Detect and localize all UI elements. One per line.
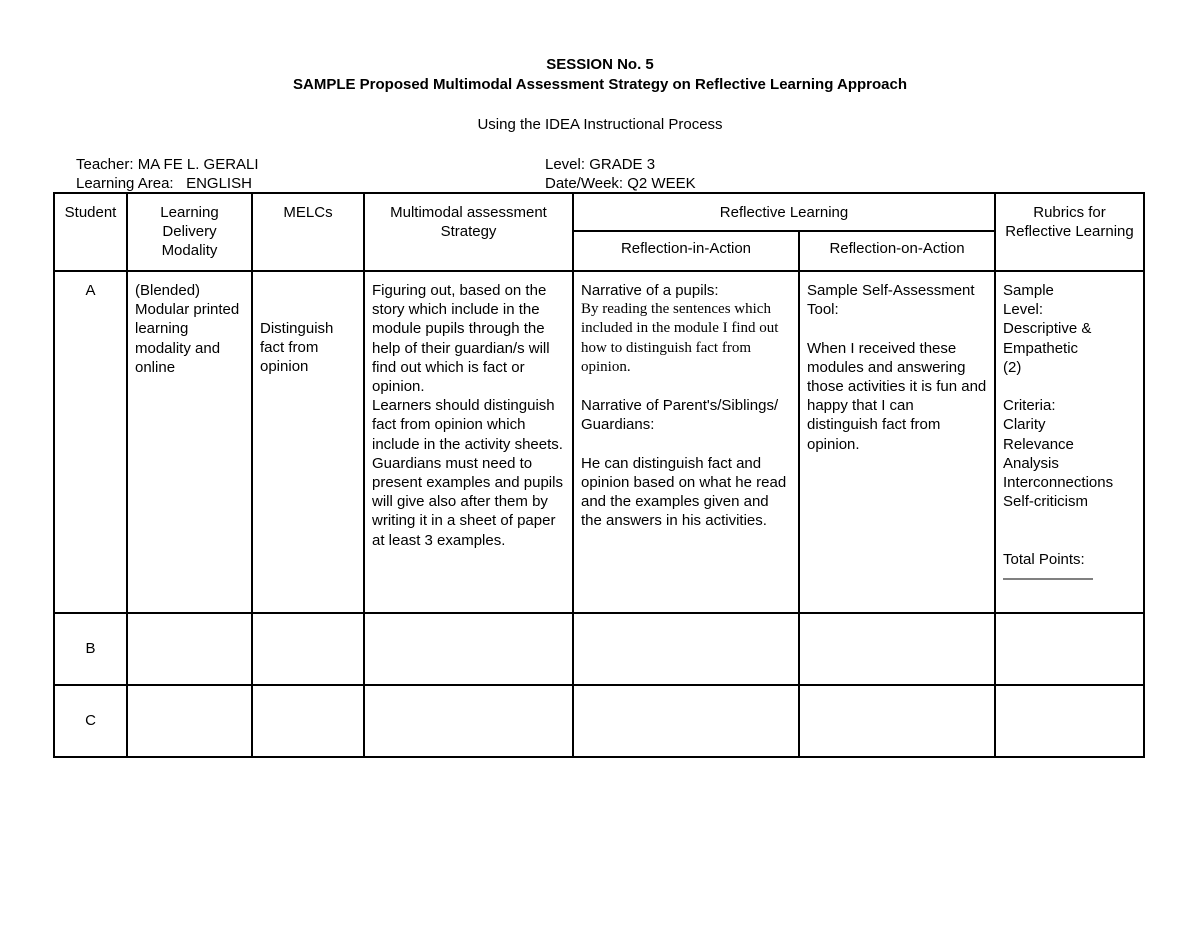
empty-cell	[364, 685, 573, 757]
header-reflection-on-action: Reflection-on-Action	[799, 231, 995, 271]
header-melcs: MELCs	[252, 193, 364, 271]
date-week: Date/Week: Q2 WEEK	[545, 175, 696, 192]
rubric-criterion: Interconnections	[1003, 474, 1114, 492]
empty-cell	[127, 613, 252, 685]
session-number: SESSION No. 5	[546, 56, 654, 73]
rubric-level-label: Level:	[1003, 301, 1044, 319]
empty-cell	[995, 685, 1144, 757]
empty-cell	[799, 685, 995, 757]
header-assessment-strategy: Multimodal assessment Strategy	[364, 193, 573, 271]
teacher-name: Teacher: MA FE L. GERALI	[76, 156, 259, 173]
rubric-points: (2)	[1003, 358, 1022, 376]
rubric-sample: Sample	[1003, 282, 1054, 299]
empty-cell	[127, 685, 252, 757]
pupil-narrative-label: Narrative of a pupils:	[581, 282, 719, 299]
document-title: SAMPLE Proposed Multimodal Assessment Strategy on Reflective Learning Approach	[292, 76, 907, 93]
header-reflection-in-action: Reflection-in-Action	[573, 231, 799, 271]
header-delivery-modality: Learning Delivery Modality	[127, 193, 252, 271]
strategy-text-2: Learners should distinguish fact from opinion which include in the activity sheets.	[372, 397, 563, 453]
student-cell: B	[54, 613, 127, 685]
header-row-top	[54, 193, 1144, 231]
rubric-level-value: Descriptive & Empathetic	[1003, 320, 1092, 357]
reflection-on-action-cell	[799, 271, 995, 613]
table-row	[54, 271, 1144, 613]
reflection-in-action-cell	[573, 271, 799, 613]
process-subtitle: Using the IDEA Instructional Process	[477, 116, 723, 133]
student-cell: C	[54, 685, 127, 757]
pupil-narrative-text: By reading the sentences which included in the module I find out how to distinguish fact from opinion.	[581, 301, 779, 375]
empty-cell	[252, 613, 364, 685]
header-student: Student	[54, 193, 127, 271]
strategy-text-3: Guardians must need to present examples and pupils will give also after them by writing it in a sheet of paper at least 3 examples.	[372, 454, 563, 549]
student-cell: A	[54, 271, 127, 613]
empty-cell	[364, 613, 573, 685]
rubric-criterion: Analysis	[1003, 454, 1059, 472]
header-rubrics: Rubrics for Reflective Learning	[995, 193, 1144, 271]
table-row	[54, 685, 1144, 757]
guardian-narrative-text: He can distinguish fact and opinion based on what he read and the examples given and the answers in his activities.	[581, 454, 787, 530]
rubric-total-label: Total Points:	[1003, 550, 1085, 568]
header-reflective-learning: Reflective Learning	[573, 193, 995, 231]
rubric-criterion: Self-criticism	[1003, 493, 1089, 511]
rubrics-cell	[995, 271, 1144, 613]
rubric-total-blank: ——————	[1003, 570, 1094, 588]
melcs-cell: Distinguish fact from opinion	[252, 271, 364, 613]
self-assessment-label: Sample Self-Assessment Tool:	[807, 282, 975, 319]
self-assessment-text: When I received these modules and answering those activities it is fun and happy that I can distinguish fact from opinion.	[807, 339, 987, 453]
empty-cell	[995, 613, 1144, 685]
empty-cell	[573, 613, 799, 685]
table-row	[54, 613, 1144, 685]
assessment-table	[53, 192, 1145, 758]
empty-cell	[252, 685, 364, 757]
grade-level: Level: GRADE 3	[545, 156, 656, 173]
learning-area: Learning Area: ENGLISH	[76, 175, 252, 192]
delivery-cell: (Blended) Modular printed learning modality and online	[127, 271, 252, 613]
strategy-cell	[364, 271, 573, 613]
rubric-criterion: Clarity	[1003, 416, 1046, 434]
rubric-criterion: Relevance	[1003, 435, 1074, 453]
guardian-narrative-label: Narrative of Parent's/Siblings/ Guardians:	[581, 397, 779, 434]
rubric-criteria-label: Criteria:	[1003, 397, 1056, 415]
empty-cell	[799, 613, 995, 685]
strategy-text-1: Figuring out, based on the story which include in the module pupils through the help of their guardian/s will find out which is fact or opinion.	[372, 282, 550, 396]
empty-cell	[573, 685, 799, 757]
